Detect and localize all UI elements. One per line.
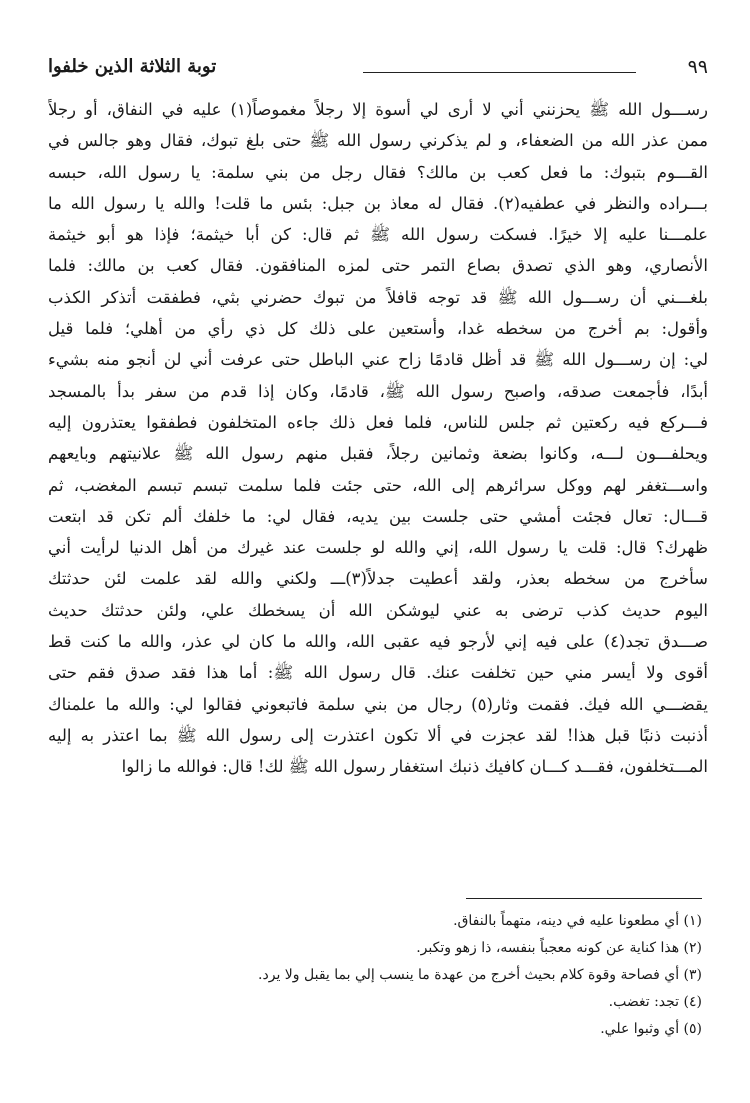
text-line: وأقول: بم أخرج من سخطه غدا، وأستعين على ذلك كل ذي رأي من أهلي؛ فلما قيل	[48, 319, 708, 339]
footnote: (٥) أي وثبوا علي.	[600, 1021, 702, 1037]
text-line: علمـــنا عليه إلا خيرًا. فسكت رسول الله ﷺ ثم قال: كن أبا خيثمة؛ فإذا هو أبو خيثمة	[48, 225, 708, 245]
text-line: فـــركع فيه ركعتين ثم جلس للناس، فلما فعل ذلك جاءه المتخلفون فطفقوا يعتذرون إليه	[48, 412, 708, 432]
text-line: سأخرج من سخطه بعذر، ولقد أعطيت جدلاً(٣)ـــ ولكني والله لقد علمت لئن حدثتك	[48, 569, 708, 589]
text-line: بـــراده والنظر في عطفيه(٢). فقال له معاذ بن جبل: بئس ما قلت! والله يا رسول الله ما	[48, 193, 708, 213]
footnote: (٤) تجد: تغضب.	[608, 994, 702, 1010]
text-line: ممن عذر الله من الضعفاء، و لم يذكرني رسول الله ﷺ حتى بلغ تبوك، فقال وهو جالس في	[48, 131, 708, 151]
text-line: يقضـــي الله فيك. فقمت وثار(٥) رجال من بني سلمة فاتبعوني فقالوا لي: والله ما علمناك	[48, 694, 708, 714]
text-line: صـــدق تجد(٤) على فيه إني لأرجو فيه عقبى الله، والله ما كان لي عذر، والله ما كنت قط	[48, 632, 708, 652]
text-line: ظهرك؟ قال: قلت يا رسول الله، إني والله لو جلست عند غيرك من أهل الدنيا لرأيت أني	[48, 538, 708, 558]
text-line: الأنصاري، وهو الذي تصدق بصاع التمر حتى لمزه المنافقون. فقال كعب بن مالك: فلما	[48, 256, 708, 276]
text-line: أقوى ولا أيسر مني حين تخلفت عنك. قال رسول الله ﷺ: أما هذا فقد صدق فقم حتى	[48, 663, 708, 683]
text-line: بلغـــني أن رســـول الله ﷺ قد توجه قافلاً من تبوك حضرني بثي، فطفقت أتذكر الكذب	[48, 287, 708, 307]
body-text	[48, 94, 708, 783]
text-line: القـــوم بتبوك: ما فعل كعب بن مالك؟ فقال رجل من بني سلمة: يا رسول الله، حبسه	[48, 162, 708, 182]
page-number: ٩٩	[687, 56, 708, 78]
text-line: المـــتخلفون، فقـــد كـــان كافيك ذنبك استغفار رسول الله ﷺ لك! قال: فوالله ما زالوا	[121, 757, 708, 777]
text-line: لي: إن رســـول الله ﷺ قد أظل قادمًا زاح عني الباطل حتى عرفت أني لن أنجو منه بشيء	[48, 350, 708, 370]
footnote: (١) أي مطعونا عليه في دينه، متهماً بالنفاق.	[453, 913, 702, 929]
text-line: أذنبت ذنبًا قبل هذا! لقد عجزت في ألا تكون اعتذرت إلى رسول الله ﷺ بما اعتذر به إليه	[48, 725, 708, 745]
footnote: (٣) أي فصاحة وقوة كلام بحيث أخرج من عهدة ما ينسب إلي بما يقبل ولا يرد.	[258, 967, 702, 983]
text-line: قـــال: تعال فجئت أمشي حتى جلست بين يديه، فقال لي: ما خلفك ألم تكن قد ابتعت	[48, 506, 708, 526]
text-line: اليوم حديث كذب ترضى به عني ليوشكن الله أن يسخطك علي، ولئن حدثتك حديث	[48, 600, 708, 620]
footnote-separator	[466, 898, 702, 899]
footnotes	[48, 908, 702, 1043]
text-line: أبدًا، فأجمعت صدقه، واصبح رسول الله ﷺ، قادمًا، وكان إذا قدم من سفر بدأ بالمسجد	[48, 381, 708, 401]
header-rule	[363, 72, 636, 73]
text-line: ويحلفـــون لـــه، وكانوا بضعة وثمانين رجلاً، فقبل منهم رسول الله ﷺ علانيتهم وبايعهم	[48, 444, 708, 464]
text-line: رســـول الله ﷺ يحزنني أني لا أرى لي أسوة إلا رجلاً مغموصاً(١) عليه في النفاق، أو رجلاً	[48, 100, 708, 119]
chapter-title: توبة الثلاثة الذين خلفوا	[48, 56, 217, 77]
footnote: (٢) هذا كناية عن كونه معجباً بنفسه، ذا زهو وتكبر.	[416, 940, 702, 956]
running-header	[48, 56, 708, 86]
text-line: واســـتغفر لهم ووكل سرائرهم إلى الله، حتى جئت فلما سلمت تبسم تبسم المغضب، ثم	[48, 475, 708, 495]
